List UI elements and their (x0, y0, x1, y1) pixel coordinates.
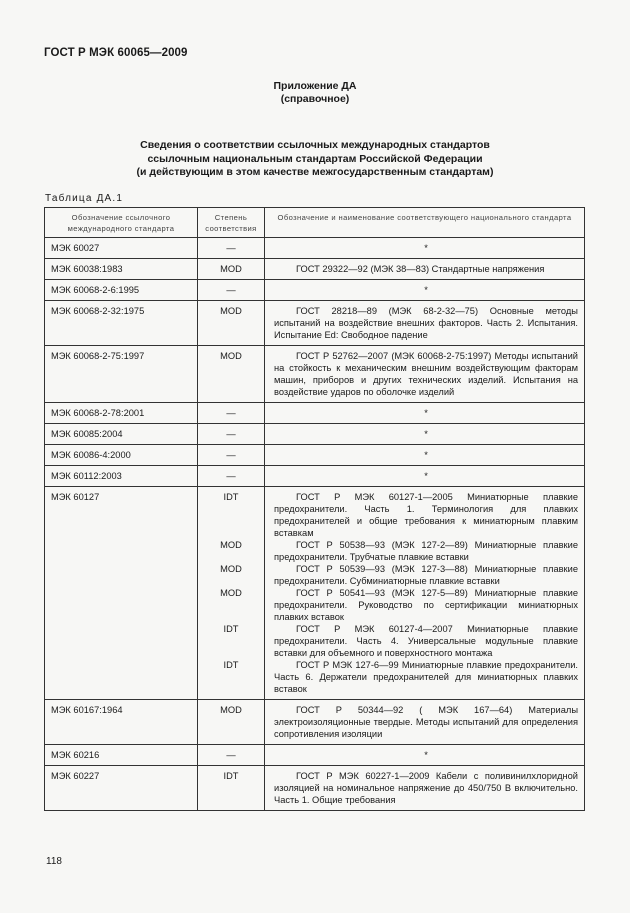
degree-cell (198, 487, 265, 700)
section-title-line: ссылочным национальным стандартам Российской Федерации (147, 152, 483, 165)
table-row (45, 487, 585, 700)
national-standard-cell (265, 424, 585, 445)
national-standard-cell (265, 766, 585, 811)
national-standard-entry: ГОСТ Р 50541—93 (МЭК 127-5—89) Миниатюрные плавкие предохранители. Руководство по сертификации миниатюрных плавких вставок (274, 588, 578, 622)
degree-value: MOD (220, 588, 242, 598)
national-standard-text: * (424, 285, 428, 295)
intl-standard-cell: МЭК 60167:1964 (45, 700, 198, 745)
table-label: Таблица ДА.1 (45, 193, 124, 204)
national-standard-text: ГОСТ 29322—92 (МЭК 38—83) Стандартные напряжения (296, 264, 545, 274)
degree-value: IDT (223, 660, 239, 670)
national-standard-cell (265, 700, 585, 745)
document-header: ГОСТ Р МЭК 60065—2009 (44, 47, 188, 59)
intl-standard-cell: МЭК 60127 (45, 487, 198, 700)
national-standard-entry: ГОСТ Р МЭК 60127-1—2005 Миниатюрные плавкие предохранители. Часть 1. Терминология для плавких предохранителей и общие требования к миниатюрным плавким вставкам (274, 492, 578, 538)
table-row (45, 466, 585, 487)
table-row (45, 445, 585, 466)
table-row (45, 346, 585, 403)
table-row (45, 301, 585, 346)
intl-standard-cell: МЭК 60027 (45, 238, 198, 259)
appendix-title: Приложение ДА (273, 80, 357, 92)
national-standard-cell (265, 301, 585, 346)
national-standard-text: * (424, 471, 428, 481)
intl-standard-cell: МЭК 60068-2-32:1975 (45, 301, 198, 346)
column-header-degree: Степень соответствия (198, 208, 265, 238)
section-title-line: Сведения о соответствии ссылочных международных стандартов (140, 139, 490, 151)
table-header-row (45, 208, 585, 238)
intl-standard-cell: МЭК 60068-2-6:1995 (45, 280, 198, 301)
national-standard-cell (265, 487, 585, 700)
table-row (45, 259, 585, 280)
intl-standard-cell: МЭК 60112:2003 (45, 466, 198, 487)
section-title-line: (и действующим в этом качестве межгосударственным стандартам) (136, 166, 494, 178)
table-row (45, 238, 585, 259)
national-standard-text: * (424, 750, 428, 760)
degree-cell: — (198, 238, 265, 259)
intl-standard-cell: МЭК 60068-2-78:2001 (45, 403, 198, 424)
national-standard-cell (265, 745, 585, 766)
degree-cell: — (198, 445, 265, 466)
national-standard-cell (265, 259, 585, 280)
correspondence-table (44, 207, 585, 811)
national-standard-text: * (424, 408, 428, 418)
degree-cell: — (198, 424, 265, 445)
national-standard-cell (265, 466, 585, 487)
degree-cell: MOD (198, 259, 265, 280)
national-standard-entry: ГОСТ Р 50538—93 (МЭК 127-2—89) Миниатюрные плавкие предохранители. Трубчатые плавкие вставки (274, 540, 578, 562)
table-row (45, 280, 585, 301)
national-standard-text: * (424, 243, 428, 253)
degree-cell: MOD (198, 346, 265, 403)
appendix-heading (0, 80, 630, 106)
national-standard-entry: ГОСТ Р 50539—93 (МЭК 127-3—88) Миниатюрные плавкие предохранители. Субминиатюрные плавкие вставки (274, 564, 578, 586)
degree-value: MOD (220, 540, 242, 550)
national-standard-text: ГОСТ Р МЭК 60227-1—2009 Кабели с поливинилхлоридной изоляцией на номинальное напряжение до 450/750 В включительно. Часть 1. Общие требования (274, 771, 578, 805)
column-header-national: Обозначение и наименование соответствующего национального стандарта (265, 208, 585, 238)
page-number: 118 (46, 856, 62, 867)
intl-standard-cell: МЭК 60038:1983 (45, 259, 198, 280)
table-row (45, 403, 585, 424)
degree-cell: — (198, 466, 265, 487)
national-standard-text: ГОСТ 28218—89 (МЭК 68-2-32—75) Основные методы испытаний на воздействие внешних факторов. Часть 2. Испытания. Испытание Ed: Свободное падение (274, 306, 578, 340)
degree-cell: MOD (198, 301, 265, 346)
column-header-intl: Обозначение ссылочного международного стандарта (45, 208, 198, 238)
national-standard-entry: ГОСТ Р МЭК 127-6—99 Миниатюрные плавкие предохранители. Часть 6. Держатели предохранителей для миниатюрных плавких вставок (274, 660, 578, 694)
national-standard-entry: ГОСТ Р МЭК 60127-4—2007 Миниатюрные плавкие предохранители. Часть 4. Универсальные модульные плавкие вставки для объемного и поверхностного монтажа (274, 624, 578, 658)
appendix-subtitle: (справочное) (280, 93, 350, 105)
degree-cell: MOD (198, 700, 265, 745)
intl-standard-cell: МЭК 60086-4:2000 (45, 445, 198, 466)
degree-cell: — (198, 403, 265, 424)
table-row (45, 745, 585, 766)
national-standard-cell (265, 445, 585, 466)
degree-value: IDT (223, 624, 239, 634)
degree-cell: — (198, 745, 265, 766)
national-standard-text: * (424, 450, 428, 460)
intl-standard-cell: МЭК 60227 (45, 766, 198, 811)
degree-value: MOD (220, 564, 242, 574)
degree-value: IDT (223, 492, 239, 502)
correspondence-table-wrap (44, 207, 584, 811)
intl-standard-cell: МЭК 60216 (45, 745, 198, 766)
national-standard-cell (265, 346, 585, 403)
national-standard-text: * (424, 429, 428, 439)
intl-standard-cell: МЭК 60085:2004 (45, 424, 198, 445)
national-standard-text: ГОСТ Р 50344—92 ( МЭК 167—64) Материалы электроизоляционные твердые. Методы испытаний для определения сопротивления изоляции (274, 705, 578, 739)
table-row (45, 766, 585, 811)
national-standard-cell (265, 238, 585, 259)
table-row (45, 700, 585, 745)
section-title (0, 139, 630, 180)
table-row (45, 424, 585, 445)
national-standard-text: ГОСТ Р 52762—2007 (МЭК 60068-2-75:1997) Методы испытаний на стойкость к механическим внешним воздействующим факторам машин, приборов и других технических изделий. Испытания на воздействие ударов по оболочке изделий (274, 351, 578, 397)
national-standard-cell (265, 403, 585, 424)
national-standard-cell (265, 280, 585, 301)
degree-cell: IDT (198, 766, 265, 811)
degree-cell: — (198, 280, 265, 301)
intl-standard-cell: МЭК 60068-2-75:1997 (45, 346, 198, 403)
